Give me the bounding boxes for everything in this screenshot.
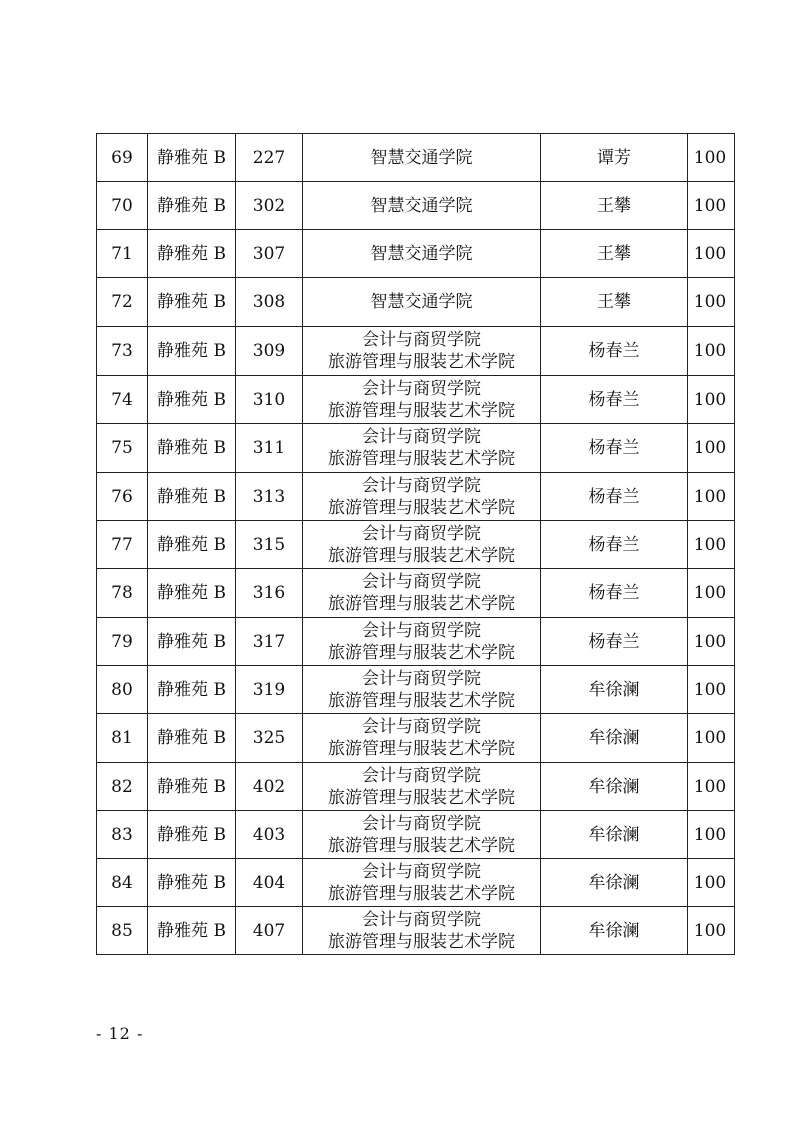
score-cell: 100: [688, 666, 735, 714]
room-number-cell: 317: [236, 618, 303, 666]
room-number-cell: 402: [236, 763, 303, 811]
row-number-cell: 70: [97, 182, 148, 230]
table-row: [97, 763, 735, 811]
score-cell: 100: [688, 473, 735, 521]
building-cell: 静雅苑 B: [148, 521, 236, 569]
page-number: - 12 -: [96, 1024, 144, 1043]
table-row: [97, 327, 735, 376]
score-cell: 100: [688, 278, 735, 327]
table-row: [97, 134, 735, 182]
college-line: 会计与商贸学院: [362, 620, 481, 641]
table-row: [97, 230, 735, 278]
room-number-cell: 308: [236, 278, 303, 327]
row-number-cell: 76: [97, 473, 148, 521]
building-cell: 静雅苑 B: [148, 182, 236, 230]
table-body: [97, 134, 735, 955]
college-cell: [303, 763, 541, 811]
college-cell: [303, 376, 541, 424]
college-line: 智慧交通学院: [370, 147, 473, 168]
table-row: [97, 376, 735, 424]
room-number-cell: 316: [236, 569, 303, 618]
college-line: 智慧交通学院: [370, 195, 473, 216]
row-number-cell: 72: [97, 278, 148, 327]
college-line: 旅游管理与服装艺术学院: [328, 787, 515, 808]
row-number-cell: 82: [97, 763, 148, 811]
person-cell: 杨春兰: [541, 327, 688, 376]
room-number-cell: 315: [236, 521, 303, 569]
person-cell: 杨春兰: [541, 618, 688, 666]
building-cell: 静雅苑 B: [148, 424, 236, 473]
building-cell: 静雅苑 B: [148, 230, 236, 278]
room-number-cell: 404: [236, 859, 303, 907]
college-line: 旅游管理与服装艺术学院: [328, 931, 515, 952]
score-cell: 100: [688, 134, 735, 182]
college-line: 会计与商贸学院: [362, 765, 481, 786]
college-line: 会计与商贸学院: [362, 475, 481, 496]
person-cell: 牟徐澜: [541, 811, 688, 859]
college-cell: [303, 714, 541, 763]
row-number-cell: 69: [97, 134, 148, 182]
person-cell: 杨春兰: [541, 473, 688, 521]
college-cell: [303, 327, 541, 376]
building-cell: 静雅苑 B: [148, 278, 236, 327]
score-cell: 100: [688, 182, 735, 230]
college-line: 会计与商贸学院: [362, 523, 481, 544]
college-line: 旅游管理与服装艺术学院: [328, 642, 515, 663]
table-row: [97, 666, 735, 714]
college-line: 会计与商贸学院: [362, 427, 481, 447]
person-cell: 王攀: [541, 230, 688, 278]
row-number-cell: 75: [97, 424, 148, 473]
score-cell: 100: [688, 859, 735, 907]
college-cell: [303, 182, 541, 230]
room-number-cell: 227: [236, 134, 303, 182]
college-cell: [303, 473, 541, 521]
person-cell: 牟徐澜: [541, 666, 688, 714]
table-row: [97, 618, 735, 666]
college-line: 会计与商贸学院: [362, 909, 481, 930]
building-cell: 静雅苑 B: [148, 473, 236, 521]
row-number-cell: 83: [97, 811, 148, 859]
room-number-cell: 319: [236, 666, 303, 714]
row-number-cell: 78: [97, 569, 148, 618]
score-cell: 100: [688, 376, 735, 424]
dormitory-score-table: [96, 133, 735, 955]
college-line: 旅游管理与服装艺术学院: [328, 545, 515, 566]
table-row: [97, 569, 735, 618]
person-cell: 牟徐澜: [541, 907, 688, 955]
room-number-cell: 325: [236, 714, 303, 763]
building-cell: 静雅苑 B: [148, 907, 236, 955]
college-line: 会计与商贸学院: [362, 668, 481, 689]
college-line: 旅游管理与服装艺术学院: [328, 400, 515, 421]
person-cell: 谭芳: [541, 134, 688, 182]
score-cell: 100: [688, 521, 735, 569]
building-cell: 静雅苑 B: [148, 569, 236, 618]
college-cell: [303, 521, 541, 569]
row-number-cell: 77: [97, 521, 148, 569]
score-cell: 100: [688, 569, 735, 618]
college-cell: [303, 859, 541, 907]
table-row: [97, 424, 735, 473]
college-cell: [303, 811, 541, 859]
room-number-cell: 313: [236, 473, 303, 521]
college-cell: [303, 618, 541, 666]
room-number-cell: 310: [236, 376, 303, 424]
person-cell: 杨春兰: [541, 569, 688, 618]
row-number-cell: 73: [97, 327, 148, 376]
college-line: 智慧交通学院: [370, 243, 473, 264]
college-line: 会计与商贸学院: [362, 330, 481, 350]
college-line: 旅游管理与服装艺术学院: [328, 497, 515, 518]
person-cell: 王攀: [541, 182, 688, 230]
person-cell: 王攀: [541, 278, 688, 327]
building-cell: 静雅苑 B: [148, 134, 236, 182]
person-cell: 牟徐澜: [541, 763, 688, 811]
college-cell: [303, 278, 541, 327]
score-cell: 100: [688, 811, 735, 859]
college-line: 旅游管理与服装艺术学院: [328, 594, 515, 614]
building-cell: 静雅苑 B: [148, 666, 236, 714]
row-number-cell: 84: [97, 859, 148, 907]
table-row: [97, 182, 735, 230]
table-row: [97, 473, 735, 521]
college-line: 旅游管理与服装艺术学院: [328, 739, 515, 759]
person-cell: 杨春兰: [541, 376, 688, 424]
row-number-cell: 74: [97, 376, 148, 424]
building-cell: 静雅苑 B: [148, 327, 236, 376]
college-cell: [303, 424, 541, 473]
room-number-cell: 309: [236, 327, 303, 376]
room-number-cell: 311: [236, 424, 303, 473]
person-cell: 杨春兰: [541, 521, 688, 569]
building-cell: 静雅苑 B: [148, 376, 236, 424]
college-line: 会计与商贸学院: [362, 813, 481, 834]
row-number-cell: 85: [97, 907, 148, 955]
table-row: [97, 521, 735, 569]
score-cell: 100: [688, 230, 735, 278]
row-number-cell: 81: [97, 714, 148, 763]
college-cell: [303, 134, 541, 182]
college-cell: [303, 907, 541, 955]
room-number-cell: 403: [236, 811, 303, 859]
score-cell: 100: [688, 618, 735, 666]
building-cell: 静雅苑 B: [148, 859, 236, 907]
table-row: [97, 907, 735, 955]
table-row: [97, 714, 735, 763]
building-cell: 静雅苑 B: [148, 763, 236, 811]
college-cell: [303, 569, 541, 618]
college-line: 智慧交通学院: [370, 292, 473, 312]
row-number-cell: 79: [97, 618, 148, 666]
room-number-cell: 407: [236, 907, 303, 955]
score-cell: 100: [688, 763, 735, 811]
person-cell: 牟徐澜: [541, 859, 688, 907]
room-number-cell: 307: [236, 230, 303, 278]
college-line: 旅游管理与服装艺术学院: [328, 883, 515, 904]
row-number-cell: 71: [97, 230, 148, 278]
building-cell: 静雅苑 B: [148, 811, 236, 859]
college-line: 会计与商贸学院: [362, 572, 481, 592]
score-cell: 100: [688, 907, 735, 955]
room-number-cell: 302: [236, 182, 303, 230]
college-line: 会计与商贸学院: [362, 717, 481, 737]
college-line: 旅游管理与服装艺术学院: [328, 690, 515, 711]
college-cell: [303, 230, 541, 278]
table-row: [97, 811, 735, 859]
college-line: 会计与商贸学院: [362, 378, 481, 399]
college-line: 旅游管理与服装艺术学院: [328, 352, 515, 372]
row-number-cell: 80: [97, 666, 148, 714]
building-cell: 静雅苑 B: [148, 618, 236, 666]
person-cell: 杨春兰: [541, 424, 688, 473]
college-line: 旅游管理与服装艺术学院: [328, 449, 515, 469]
college-cell: [303, 666, 541, 714]
score-cell: 100: [688, 327, 735, 376]
building-cell: 静雅苑 B: [148, 714, 236, 763]
score-cell: 100: [688, 424, 735, 473]
table-row: [97, 859, 735, 907]
college-line: 会计与商贸学院: [362, 861, 481, 882]
college-line: 旅游管理与服装艺术学院: [328, 835, 515, 856]
table-row: [97, 278, 735, 327]
score-cell: 100: [688, 714, 735, 763]
person-cell: 牟徐澜: [541, 714, 688, 763]
